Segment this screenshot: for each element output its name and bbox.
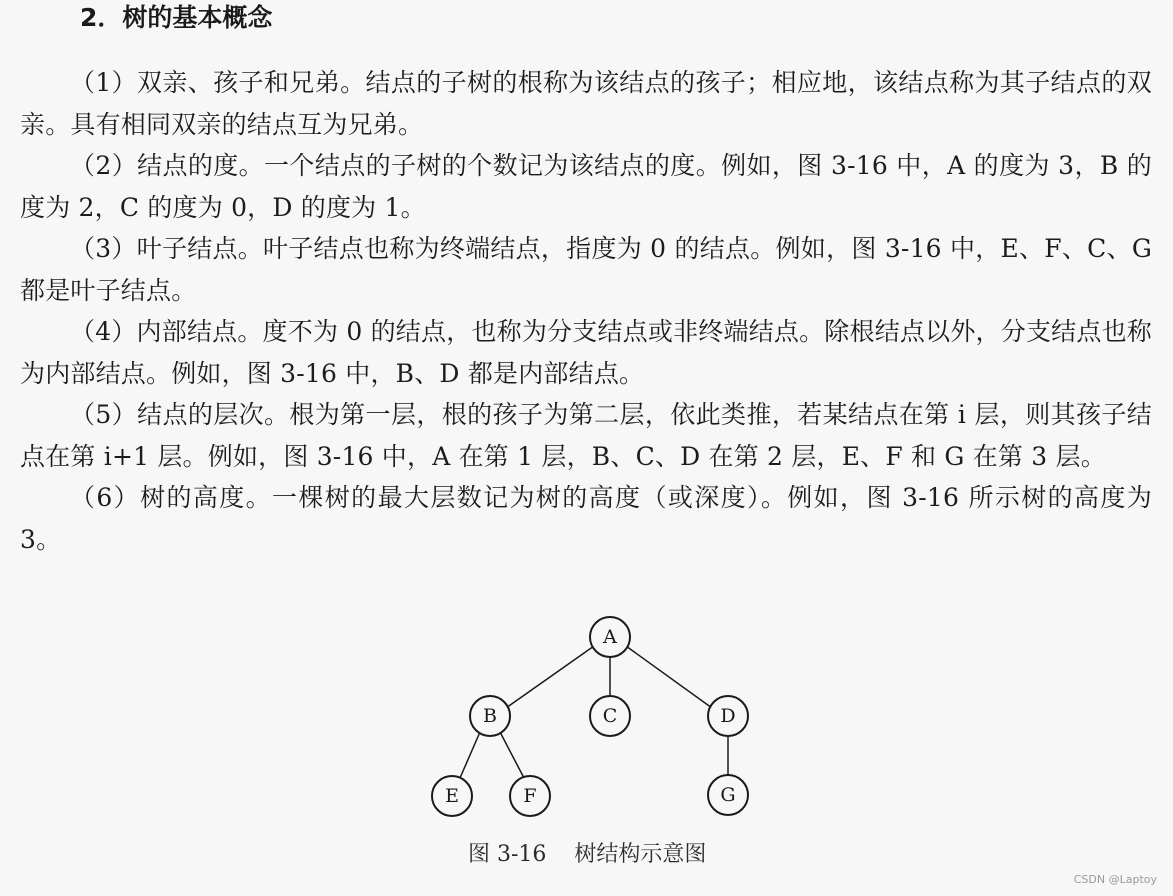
node-label-e: E [445, 785, 459, 807]
tree-node-a [590, 617, 630, 657]
body-text [20, 62, 1152, 560]
node-label-b: B [483, 705, 497, 727]
tree-node-e [432, 776, 472, 816]
paragraph-internal-node: （4）内部结点。度不为 0 的结点，也称为分支结点或非终端结点。除根结点以外，分支结点也称为内部结点。例如，图 3-16 中，B、D 都是内部结点。 [20, 317, 1152, 388]
paragraph-node-degree: （2）结点的度。一个结点的子树的个数记为该结点的度。例如，图 3-16 中，A 的度为 3，B 的度为 2，C 的度为 0，D 的度为 1。 [20, 151, 1152, 222]
node-label-a: A [603, 626, 617, 648]
node-label-f: F [523, 785, 537, 807]
tree-node-d [708, 696, 748, 736]
node-label-c: C [602, 705, 618, 727]
node-label-g: G [720, 784, 736, 806]
tree-node-g [708, 775, 748, 815]
tree-node-c [590, 696, 630, 736]
tree-node-f [510, 776, 550, 816]
edge-b-e [460, 732, 480, 778]
tree-node-b [470, 696, 510, 736]
figure-caption: 图 3-16 树结构示意图 [468, 842, 707, 867]
paragraph-parent-child-sibling: （1）双亲、孩子和兄弟。结点的子树的根称为该结点的孩子；相应地，该结点称为其子结点的双亲。具有相同双亲的结点互为兄弟。 [20, 68, 1152, 139]
edge-a-d [626, 646, 712, 708]
watermark: CSDN @Laptoy [1073, 873, 1157, 886]
edge-a-b [506, 646, 594, 708]
edge-b-f [500, 732, 524, 778]
section-title: 2．树的基本概念 [80, 3, 273, 32]
node-label-d: D [720, 705, 736, 727]
tree-diagram [420, 612, 760, 832]
paragraph-leaf-node: （3）叶子结点。叶子结点也称为终端结点，指度为 0 的结点。例如，图 3-16 中，E、F、C、G 都是叶子结点。 [20, 234, 1152, 305]
paragraph-tree-height: （6）树的高度。一棵树的最大层数记为树的高度（或深度）。例如，图 3-16 所示树的高度为 3。 [20, 483, 1152, 554]
paragraph-node-level: （5）结点的层次。根为第一层，根的孩子为第二层，依此类推，若某结点在第 i 层，则其孩子结点在第 i+1 层。例如，图 3-16 中，A 在第 1 层，B、C、D 在第 2 层，E、F 和 G 在第 3 层。 [20, 400, 1152, 471]
